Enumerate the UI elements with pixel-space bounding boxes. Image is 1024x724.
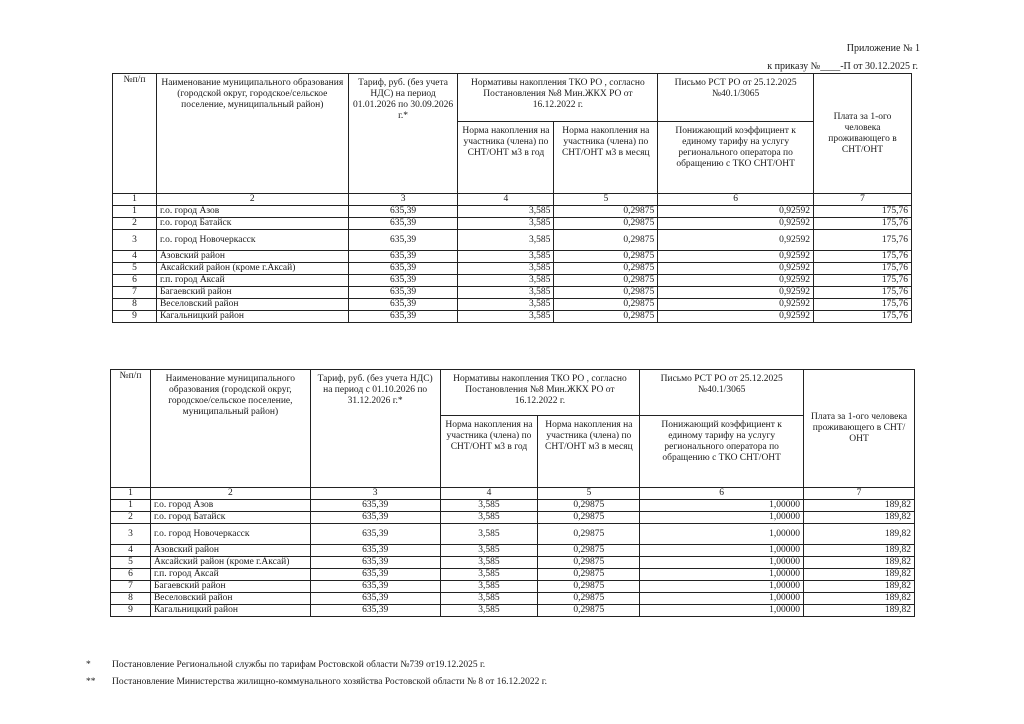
fee-value: 175,76	[814, 218, 912, 230]
column-numbers-row	[111, 488, 915, 500]
tariff-value: 635,39	[348, 287, 458, 299]
norm-month-value: 0,29875	[538, 581, 640, 593]
coef-value: 0,92592	[658, 311, 814, 323]
norm-month-value: 0,29875	[554, 251, 658, 263]
header-norms: Нормативы накопления ТКО РО , согласно Постановления №8 Мин.ЖКХ РО от 16.12.2022 г.	[458, 74, 658, 122]
col-number: 1	[111, 488, 151, 500]
table-row	[113, 206, 912, 218]
row-number: 8	[113, 299, 157, 311]
norm-year-value: 3,585	[440, 512, 538, 524]
row-number: 6	[111, 569, 151, 581]
table-row	[113, 218, 912, 230]
col-number: 7	[814, 194, 912, 206]
table-row	[111, 500, 915, 512]
fee-value: 189,82	[804, 557, 915, 569]
tariff-value: 635,39	[310, 605, 440, 617]
coef-value: 0,92592	[658, 206, 814, 218]
fee-value: 175,76	[814, 263, 912, 275]
row-number: 7	[113, 287, 157, 299]
tariff-table-period-1	[112, 73, 912, 323]
norm-year-value: 3,585	[440, 605, 538, 617]
fee-value: 175,76	[814, 299, 912, 311]
fee-value: 189,82	[804, 581, 915, 593]
municipality-name: г.п. город Аксай	[150, 569, 310, 581]
header-num: №п/п	[111, 370, 151, 488]
row-number: 1	[113, 206, 157, 218]
table-row	[113, 263, 912, 275]
footnote	[86, 677, 547, 687]
header-letter: Письмо РСТ РО от 25.12.2025 №40.1/3065	[658, 74, 814, 122]
coef-value: 1,00000	[640, 569, 804, 581]
municipality-name: г.о. город Новочеркасск	[150, 524, 310, 545]
tariff-value: 635,39	[310, 500, 440, 512]
norm-year-value: 3,585	[458, 206, 554, 218]
fee-value: 189,82	[804, 545, 915, 557]
norm-month-value: 0,29875	[554, 230, 658, 251]
tariff-value: 635,39	[310, 512, 440, 524]
norm-year-value: 3,585	[440, 581, 538, 593]
fee-value: 175,76	[814, 275, 912, 287]
tariff-value: 635,39	[310, 581, 440, 593]
municipality-name: Кагальницкий район	[150, 605, 310, 617]
col-number: 1	[113, 194, 157, 206]
tariff-value: 635,39	[348, 311, 458, 323]
norm-year-value: 3,585	[458, 287, 554, 299]
fee-value: 189,82	[804, 569, 915, 581]
tariff-value: 635,39	[310, 593, 440, 605]
col-number: 5	[554, 194, 658, 206]
tariff-value: 635,39	[310, 524, 440, 545]
row-number: 2	[111, 512, 151, 524]
municipality-name: Багаевский район	[156, 287, 348, 299]
tariff-value: 635,39	[348, 218, 458, 230]
col-number: 2	[150, 488, 310, 500]
coef-value: 0,92592	[658, 275, 814, 287]
fee-value: 189,82	[804, 500, 915, 512]
norm-year-value: 3,585	[440, 524, 538, 545]
norm-month-value: 0,29875	[538, 512, 640, 524]
norm-month-value: 0,29875	[554, 287, 658, 299]
norm-year-value: 3,585	[440, 545, 538, 557]
table-row	[113, 299, 912, 311]
municipality-name: г.о. город Новочеркасск	[156, 230, 348, 251]
col-number: 2	[156, 194, 348, 206]
coef-value: 1,00000	[640, 581, 804, 593]
fee-value: 175,76	[814, 206, 912, 218]
fee-value: 175,76	[814, 287, 912, 299]
coef-value: 0,92592	[658, 263, 814, 275]
coef-value: 0,92592	[658, 218, 814, 230]
table-row	[111, 557, 915, 569]
header-norms: Нормативы накопления ТКО РО , согласно Постановления №8 Мин.ЖКХ РО от 16.12.2022 г.	[440, 370, 640, 416]
norm-year-value: 3,585	[458, 251, 554, 263]
municipality-name: г.о. город Батайск	[156, 218, 348, 230]
tariff-value: 635,39	[310, 545, 440, 557]
municipality-name: Веселовский район	[150, 593, 310, 605]
tariff-table-period-2	[110, 369, 915, 617]
fee-value: 175,76	[814, 251, 912, 263]
footnote-text: Постановление Региональной службы по тарифам Ростовской области №739 от19.12.2025 г.	[112, 660, 486, 670]
norm-month-value: 0,29875	[554, 206, 658, 218]
col-number: 5	[538, 488, 640, 500]
coef-value: 0,92592	[658, 230, 814, 251]
norm-month-value: 0,29875	[554, 218, 658, 230]
norm-year-value: 3,585	[440, 557, 538, 569]
coef-value: 1,00000	[640, 512, 804, 524]
header-num: №п/п	[113, 74, 157, 194]
header-coef: Понижающий коэффициент к единому тарифу на услугу регионального оператора по обращению с ТКО СНТ/ОНТ	[640, 416, 804, 488]
coef-value: 1,00000	[640, 500, 804, 512]
norm-month-value: 0,29875	[554, 311, 658, 323]
coef-value: 1,00000	[640, 524, 804, 545]
row-number: 9	[111, 605, 151, 617]
municipality-name: г.о. город Батайск	[150, 512, 310, 524]
norm-month-value: 0,29875	[538, 569, 640, 581]
municipality-name: г.о. город Азов	[150, 500, 310, 512]
col-number: 3	[348, 194, 458, 206]
header-tariff: Тариф, руб. (без учета НДС) на период 01.01.2026 по 30.09.2026 г.*	[348, 74, 458, 194]
norm-month-value: 0,29875	[538, 593, 640, 605]
norm-month-value: 0,29875	[538, 500, 640, 512]
col-number: 6	[658, 194, 814, 206]
tariff-value: 635,39	[348, 230, 458, 251]
fee-value: 175,76	[814, 311, 912, 323]
header-norm-month: Норма накопления на участника (члена) по СНТ/ОНТ м3 в месяц	[538, 416, 640, 488]
header-norm-month: Норма накопления на участника (члена) по СНТ/ОНТ м3 в месяц	[554, 122, 658, 194]
norm-year-value: 3,585	[458, 263, 554, 275]
row-number: 9	[113, 311, 157, 323]
norm-year-value: 3,585	[440, 593, 538, 605]
footnote	[86, 660, 485, 670]
norm-month-value: 0,29875	[538, 557, 640, 569]
municipality-name: Аксайский район (кроме г.Аксай)	[150, 557, 310, 569]
fee-value: 175,76	[814, 230, 912, 251]
norm-year-value: 3,585	[458, 218, 554, 230]
coef-value: 0,92592	[658, 251, 814, 263]
norm-month-value: 0,29875	[554, 275, 658, 287]
header-fee: Плата за 1-ого человека проживающего в СНТ/ОНТ	[814, 74, 912, 194]
table-row	[111, 593, 915, 605]
norm-year-value: 3,585	[440, 569, 538, 581]
coef-value: 0,92592	[658, 287, 814, 299]
header-norm-year: Норма накопления на участника (члена) по СНТ/ОНТ м3 в год	[440, 416, 538, 488]
fee-value: 189,82	[804, 524, 915, 545]
norm-month-value: 0,29875	[538, 524, 640, 545]
tariff-value: 635,39	[348, 263, 458, 275]
header-tariff: Тариф, руб. (без учета НДС) на период с 01.10.2026 по 31.12.2026 г.*	[310, 370, 440, 488]
municipality-name: г.п. город Аксай	[156, 275, 348, 287]
norm-month-value: 0,29875	[538, 605, 640, 617]
table-row	[113, 275, 912, 287]
header-name: Наименование муниципального образования (городской округ, городское/сельское поселение, муниципальный район)	[150, 370, 310, 488]
column-numbers-row	[113, 194, 912, 206]
row-number: 3	[113, 230, 157, 251]
col-number: 4	[458, 194, 554, 206]
tariff-value: 635,39	[348, 251, 458, 263]
coef-value: 1,00000	[640, 557, 804, 569]
col-number: 7	[804, 488, 915, 500]
row-number: 7	[111, 581, 151, 593]
row-number: 4	[113, 251, 157, 263]
norm-year-value: 3,585	[440, 500, 538, 512]
appendix-label: Приложение № 1	[846, 43, 920, 54]
footnote-mark: **	[86, 677, 96, 687]
table-row	[111, 524, 915, 545]
coef-value: 1,00000	[640, 545, 804, 557]
row-number: 5	[111, 557, 151, 569]
col-number: 4	[440, 488, 538, 500]
coef-value: 0,92592	[658, 299, 814, 311]
municipality-name: Кагальницкий район	[156, 311, 348, 323]
header-fee: Плата за 1-ого человека проживающего в СНТ/ОНТ	[804, 370, 915, 488]
table-row	[111, 512, 915, 524]
norm-month-value: 0,29875	[554, 299, 658, 311]
footnote-mark: *	[86, 660, 91, 670]
row-number: 4	[111, 545, 151, 557]
header-name: Наименование муниципального образования (городской округ, городское/сельское поселение, муниципальный район)	[156, 74, 348, 194]
norm-year-value: 3,585	[458, 299, 554, 311]
row-number: 6	[113, 275, 157, 287]
row-number: 3	[111, 524, 151, 545]
tariff-value: 635,39	[310, 557, 440, 569]
table-row	[113, 251, 912, 263]
municipality-name: Веселовский район	[156, 299, 348, 311]
header-coef: Понижающий коэффициент к единому тарифу на услугу регионального оператора по обращению с ТКО СНТ/ОНТ	[658, 122, 814, 194]
norm-month-value: 0,29875	[538, 545, 640, 557]
order-reference: к приказу №____-П от 30.12.2025 г.	[767, 61, 918, 72]
row-number: 5	[113, 263, 157, 275]
header-norm-year: Норма накопления на участника (члена) по СНТ/ОНТ м3 в год	[458, 122, 554, 194]
coef-value: 1,00000	[640, 593, 804, 605]
table-row	[113, 287, 912, 299]
norm-year-value: 3,585	[458, 311, 554, 323]
col-number: 3	[310, 488, 440, 500]
coef-value: 1,00000	[640, 605, 804, 617]
municipality-name: Аксайский район (кроме г.Аксай)	[156, 263, 348, 275]
tariff-value: 635,39	[348, 206, 458, 218]
table-row	[111, 569, 915, 581]
tariff-value: 635,39	[348, 299, 458, 311]
norm-month-value: 0,29875	[554, 263, 658, 275]
col-number: 6	[640, 488, 804, 500]
table-row	[111, 545, 915, 557]
header-letter: Письмо РСТ РО от 25.12.2025 №40.1/3065	[640, 370, 804, 416]
table-row	[111, 605, 915, 617]
table-row	[113, 311, 912, 323]
municipality-name: Багаевский район	[150, 581, 310, 593]
municipality-name: Азовский район	[150, 545, 310, 557]
fee-value: 189,82	[804, 605, 915, 617]
row-number: 2	[113, 218, 157, 230]
table-row	[113, 230, 912, 251]
row-number: 1	[111, 500, 151, 512]
municipality-name: Азовский район	[156, 251, 348, 263]
table-row	[111, 581, 915, 593]
footnote-text: Постановление Министерства жилищно-коммунального хозяйства Ростовской области № 8 от 16.12.2022 г.	[112, 677, 548, 687]
tariff-value: 635,39	[348, 275, 458, 287]
norm-year-value: 3,585	[458, 275, 554, 287]
norm-year-value: 3,585	[458, 230, 554, 251]
municipality-name: г.о. город Азов	[156, 206, 348, 218]
row-number: 8	[111, 593, 151, 605]
tariff-value: 635,39	[310, 569, 440, 581]
fee-value: 189,82	[804, 593, 915, 605]
fee-value: 189,82	[804, 512, 915, 524]
